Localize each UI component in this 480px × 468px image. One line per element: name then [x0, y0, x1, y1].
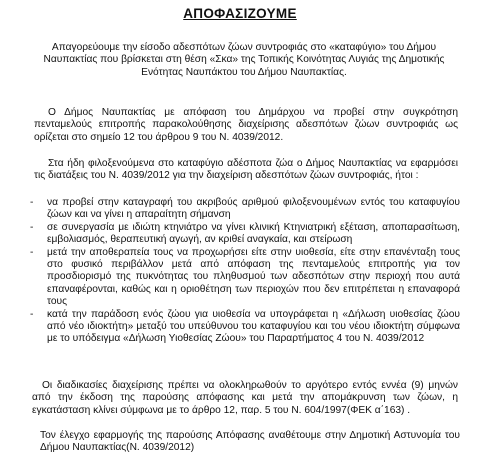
list-item [30, 309, 460, 346]
measures-list [30, 197, 460, 346]
list-dash: - [30, 308, 34, 320]
list-item [30, 222, 460, 247]
paragraph-entry-ban: Απαγορεύουμε την είσοδο αδεσπότων ζώων συντροφιάς στο «καταφύγιο» του Δήμου Ναυπακτίας που βρίσκεται στη θέση «Σκα» της Τοπικής Κοινότητας Λυγιάς της Δημοτικής Ενότητας Ναυπάκτου του Δήμου Ναυπακτίας. [43, 42, 445, 78]
list-item [30, 247, 460, 309]
paragraph-deadline: Οι διαδικασίες διαχείρισης πρέπει να ολοκληρωθούν το αργότερο εντός εννέα (9) μηνών από την έκδοση της παρούσης απόφασης και μετά την απομάκρυνση των ζώων, η εγκατάσταση κλίνει σύμφωνα με το άρθρο 12, παρ. 5 του Ν. 604/1997(ΦΕΚ α΄163) . [32, 380, 458, 416]
list-dash: - [30, 246, 34, 258]
paragraph-shelter-animals: Στα ήδη φιλοξενούμενα στο καταφύγιο αδέσποτα ζώα ο Δήμος Ναυπακτίας να εφαρμόσει τις διατάξεις του Ν. 4039/2012 για την διαχείριση αδεσπότων ζώων συντροφιάς, ήτοι : [34, 158, 458, 182]
document-title: ΑΠΟΦΑΣΙΖΟΥΜΕ [183, 6, 297, 21]
list-item-text: να προβεί στην καταγραφή του ακριβούς αριθμού φιλοξενουμένων εντός του καταφυγίου ζώων και να γίνει η απαραίτητη σήμανση [47, 197, 460, 221]
list-item [30, 197, 460, 222]
paragraph-enforcement: Τον έλεγχο εφαρμογής της παρούσης Απόφασης αναθέτουμε στην Δημοτική Αστυνομία του Δήμου Ναυπακτίας(Ν. 4039/2012) [40, 430, 460, 454]
list-item-text: μετά την αποθεραπεία τους να προχωρήσει είτε στην υιοθεσία, είτε στην επανένταξη τους στο φυσικό περιβάλλον μετά από απόφαση της πενταμελούς επιτροπής για τον προσδιορισμό της πυκνότητας του πληθυσμού των αδεσπότων στην περιοχή που αυτά επαναφέρονται, καθώς και η οριοθέτηση των περιοχών που δεν επιτρέπεται η επαναφορά τους [47, 246, 460, 308]
list-item-text: σε συνεργασία με ιδιώτη κτηνιάτρο να γίνει κλινική Κτηνιατρική εξέταση, αποπαρασίτωση, εμβολιασμός, θεραπευτική αγωγή, αν κριθεί αναγκαία, και στείρωση [47, 221, 460, 246]
list-dash: - [30, 221, 34, 233]
list-item-text: κατά την παράδοση ενός ζώου για υιοθεσία να υπογράφεται η «Δήλωση υιοθεσίας ζώου από νέο ιδιοκτήτη» μεταξύ του υπεύθυνου του καταφυγίου και του νέου ιδιοκτήτη σύμφωνα με το υπόδειγμα «Δήλωση Υιοθεσίας Ζώου» του Παραρτήματος 4 του Ν. 4039/2012 [47, 308, 460, 345]
list-dash: - [30, 197, 34, 208]
paragraph-committee: Ο Δήμος Ναυπακτίας με απόφαση του Δημάρχου να προβεί στην συγκρότηση πενταμελούς επιτροπής παρακολούθησης διαχείρισης αδεσπότων ζώων συντροφιάς ως ορίζεται στο σημείο 12 του άρθρου 9 του Ν. 4039/2012. [34, 107, 458, 143]
